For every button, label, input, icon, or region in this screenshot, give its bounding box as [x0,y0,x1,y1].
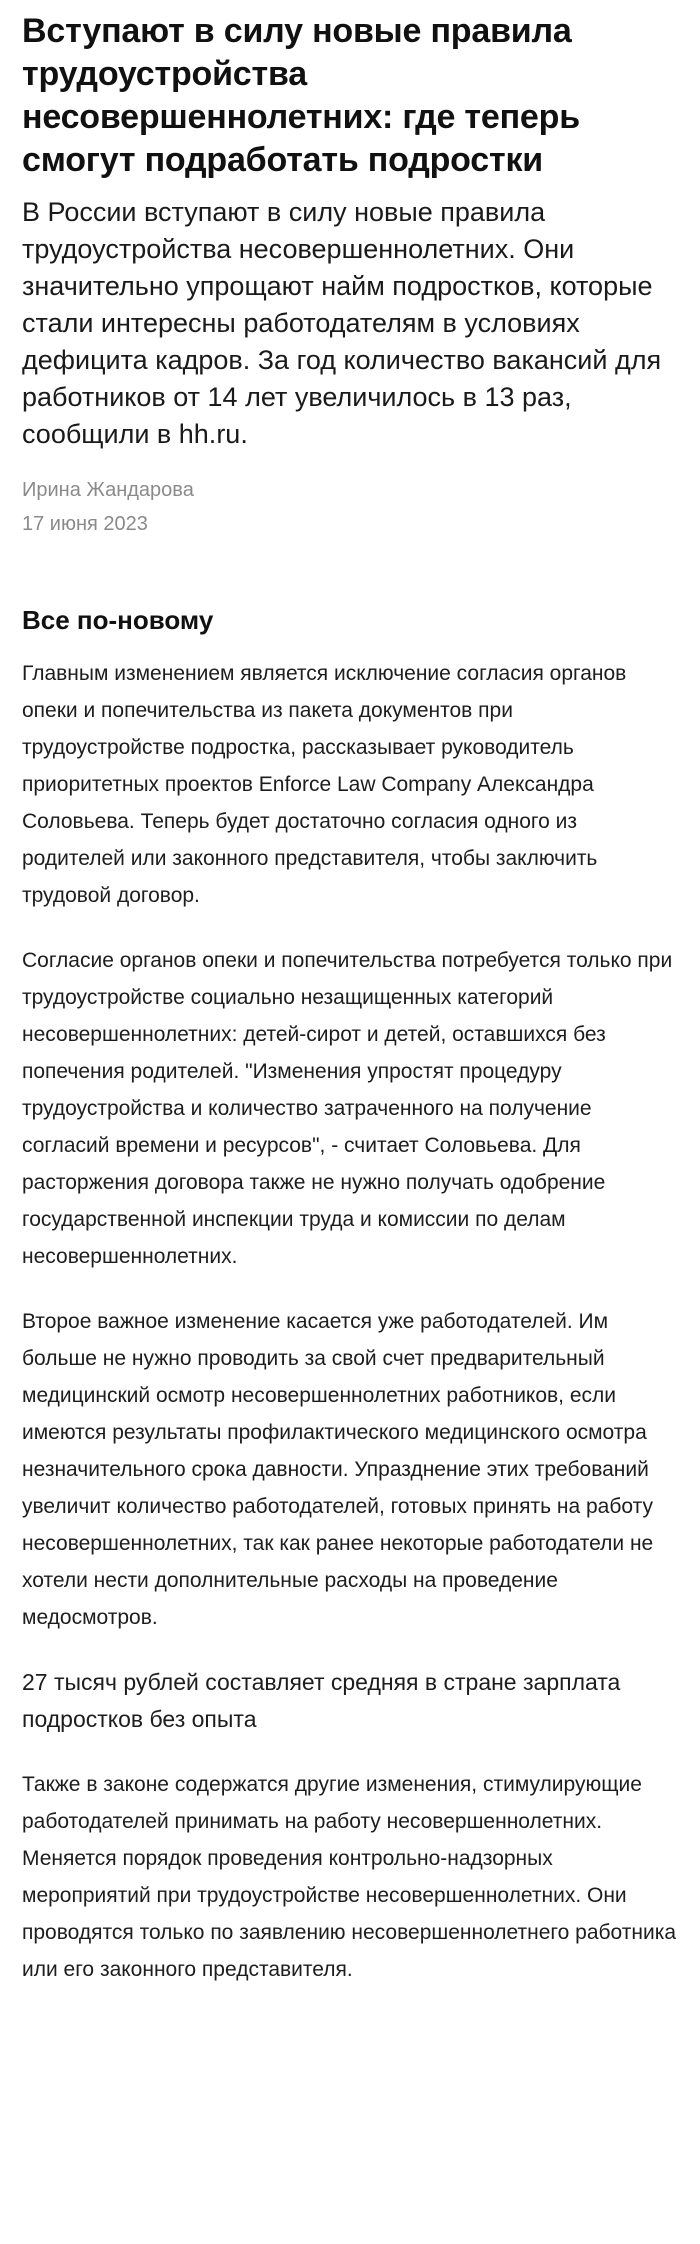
article-paragraph: Согласие органов опеки и попечительства потребуется только при трудоустройстве социально незащищенных категорий несовершеннолетних: детей-сирот и детей, оставшихся без попечения родителей. "Изменения упростят процедуру трудоустройства и количество затраченного на получение согласий времени и ресурсов", - считает Соловьева. Для расторжения договора также не нужно получать одобрение государственной инспекции труда и комиссии по делам несовершеннолетних. [22,949,673,1268]
article-paragraph: Также в законе содержатся другие изменения, стимулирующие работодателей принимать на работу несовершеннолетних. Меняется порядок проведения контрольно-надзорных мероприятий при трудоустройстве несовершеннолетних. Они проводятся только по заявлению несовершеннолетнего работника или его законного представителя. [22,1773,677,1981]
article-meta [22,473,678,541]
section-heading: Все по-новому [22,605,214,635]
publication-date: 17 июня 2023 [22,513,148,535]
author-name[interactable]: Ирина Жандарова [22,479,194,501]
salary-stat-quote: 27 тысяч рублей составляет средняя в стране зарплата подростков без опыта [22,1669,621,1732]
article-lead: В России вступают в силу новые правила трудоустройства несовершеннолетних. Они значительно упрощают найм подростков, которые стали интересны работодателям в условиях дефицита кадров. За год количество вакансий для работников от 14 лет увеличилось в 13 раз, сообщили в hh.ru. [22,197,662,449]
article-paragraph: Главным изменением является исключение согласия органов опеки и попечительства из пакета документов при трудоустройстве подростка, рассказывает руководитель приоритетных проектов Enforce Law Company Александра Соловьева. Теперь будет достаточно согласия одного из родителей или законного представителя, чтобы заключить трудовой договор. [22,662,627,907]
article-paragraph: Второе важное изменение касается уже работодателей. Им больше не нужно проводить за свой счет предварительный медицинский осмотр несовершеннолетних работников, если имеются результаты профилактического медицинского осмотра незначительного срока давности. Упразднение этих требований увеличит количество работодателей, готовых принять на работу несовершеннолетних, так как ранее некоторые работодатели не хотели нести дополнительные расходы на проведение медосмотров. [22,1310,654,1629]
article-title: Вступают в силу новые правила трудоустройства несовершеннолетних: где теперь смогут подработать подростки [22,12,580,179]
